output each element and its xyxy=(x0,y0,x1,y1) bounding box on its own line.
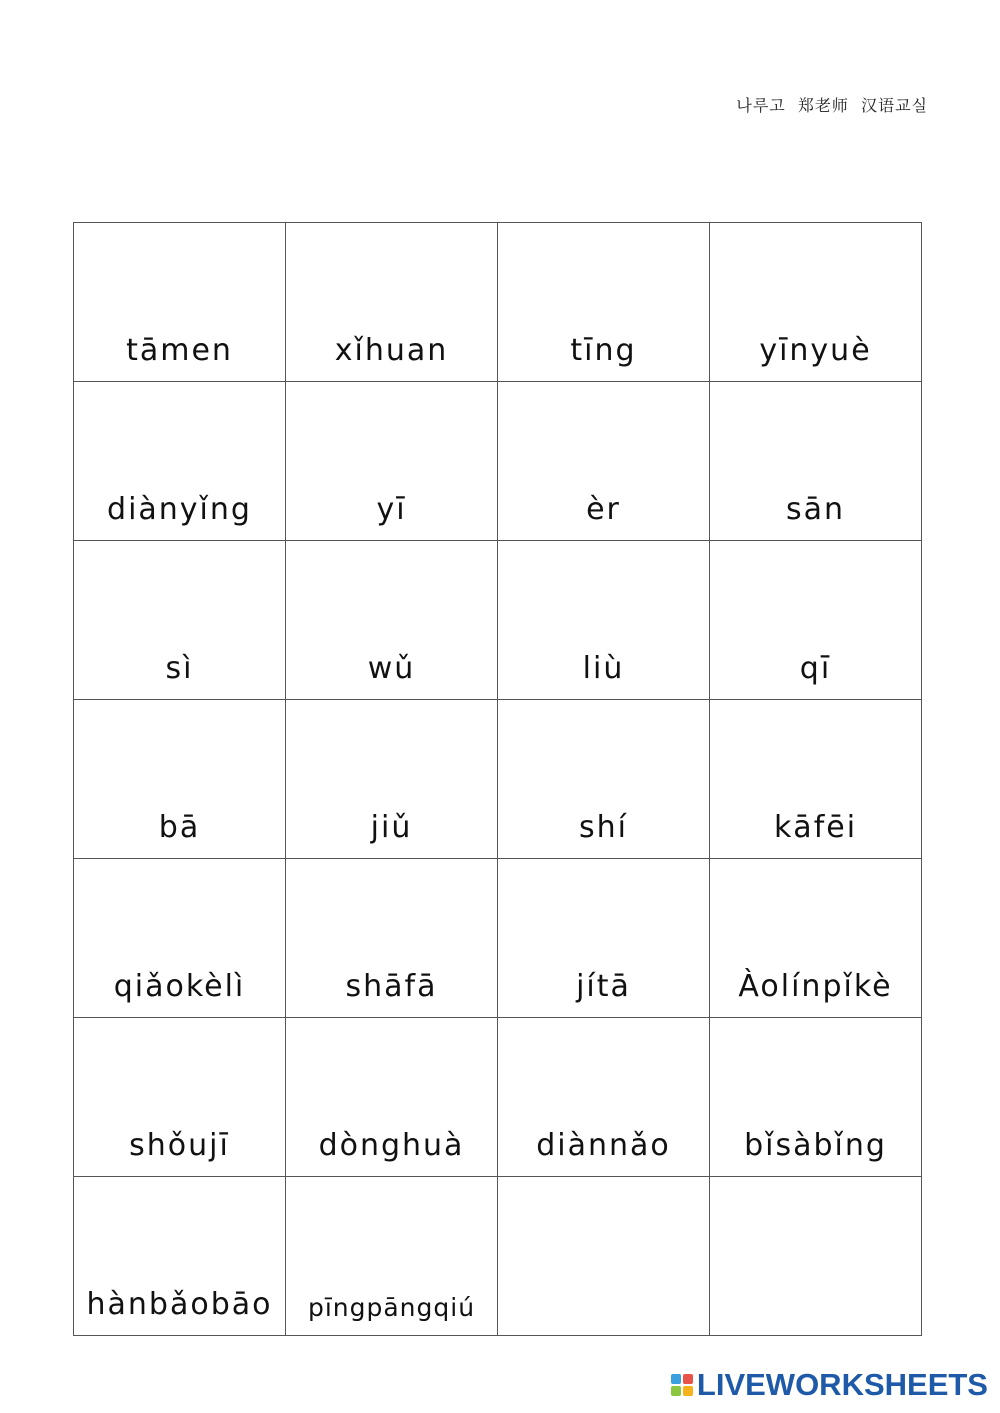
grid-row xyxy=(74,859,922,1018)
grid-row xyxy=(74,700,922,859)
pinyin-grid xyxy=(73,222,922,1336)
pinyin-cell: bǐsàbǐng xyxy=(710,1018,922,1177)
pinyin-cell: hànbǎobāo xyxy=(74,1177,286,1336)
pinyin-cell: Àolínpǐkè xyxy=(710,859,922,1018)
logo-text: LIVEWORKSHEETS xyxy=(696,1367,988,1402)
logo-square-3 xyxy=(671,1386,681,1396)
grid-row xyxy=(74,223,922,382)
header-note: 나루고 郑老师 汉语교실 xyxy=(736,96,928,115)
liveworksheets-logo-icon xyxy=(671,1374,693,1396)
grid-row xyxy=(74,382,922,541)
pinyin-cell: yīnyuè xyxy=(710,223,922,382)
grid-row xyxy=(74,1018,922,1177)
pinyin-cell: xǐhuan xyxy=(286,223,498,382)
pinyin-cell: shāfā xyxy=(286,859,498,1018)
pinyin-cell: bā xyxy=(74,700,286,859)
grid-row xyxy=(74,1177,922,1336)
pinyin-cell: wǔ xyxy=(286,541,498,700)
pinyin-cell: diànnǎo xyxy=(498,1018,710,1177)
pinyin-cell: jiǔ xyxy=(286,700,498,859)
pinyin-cell: èr xyxy=(498,382,710,541)
logo-square-2 xyxy=(683,1374,693,1384)
pinyin-cell: yī xyxy=(286,382,498,541)
pinyin-cell: sān xyxy=(710,382,922,541)
pinyin-cell: diànyǐng xyxy=(74,382,286,541)
logo-square-1 xyxy=(671,1374,681,1384)
grid-row xyxy=(74,541,922,700)
pinyin-cell: sì xyxy=(74,541,286,700)
pinyin-cell xyxy=(710,1177,922,1336)
pinyin-cell: qiǎokèlì xyxy=(74,859,286,1018)
pinyin-cell: pīngpāngqiú xyxy=(286,1177,498,1336)
pinyin-cell: shǒujī xyxy=(74,1018,286,1177)
liveworksheets-logo xyxy=(671,1367,988,1403)
pinyin-cell: dònghuà xyxy=(286,1018,498,1177)
pinyin-cell xyxy=(498,1177,710,1336)
logo-square-4 xyxy=(683,1386,693,1396)
pinyin-cell: liù xyxy=(498,541,710,700)
pinyin-cell: shí xyxy=(498,700,710,859)
pinyin-cell: kāfēi xyxy=(710,700,922,859)
pinyin-cell: qī xyxy=(710,541,922,700)
pinyin-cell: tāmen xyxy=(74,223,286,382)
pinyin-cell: jítā xyxy=(498,859,710,1018)
pinyin-cell: tīng xyxy=(498,223,710,382)
